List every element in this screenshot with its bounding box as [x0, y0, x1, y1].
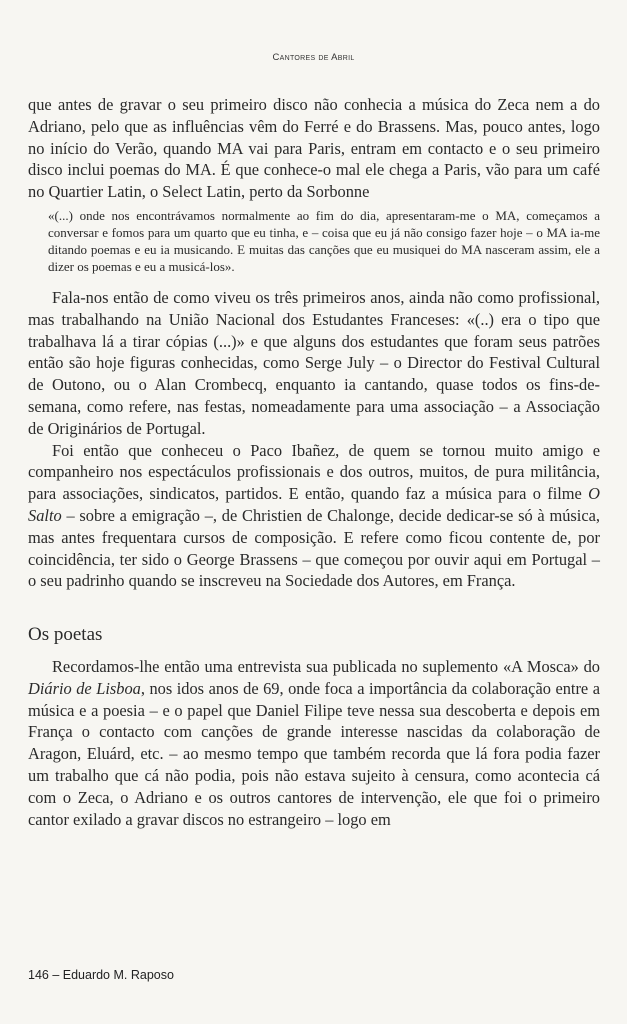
paragraph-3 [28, 440, 600, 593]
film-title: O Salto [28, 484, 600, 525]
paragraph-4 [28, 656, 600, 830]
paragraph-2: Fala-nos então de como viveu os três primeiros anos, ainda não como profissional, mas trabalhando na União Nacional dos Estudantes Franceses: «(..) era o tipo que trabalhava lá a tirar cópias (...)» e que alguns dos estudantes que foram seus patrões então são hoje figuras conhecidas, como Serge July – o Director do Festival Cultural de Outono, ou o Alan Crombecq, enquanto ia cantando, quase todos os fins-de-semana, como refere, nas festas, nomeadamente para uma associação – a Associação de Originários de Portugal. [28, 287, 600, 438]
page-body [28, 94, 600, 830]
paragraph-3-text-b: – sobre a emigração –, de Christien de Chalonge, decide dedicar-se só à música, mas antes frequentara cursos de composição. E refere como ficou contente de, por coincidência, ter sido o George Brassens – que começou por ouvir aqui em Portugal – o seu padrinho quando se inscreveu na Sociedade dos Autores, em França. [28, 505, 600, 591]
paragraph-1: que antes de gravar o seu primeiro disco não conhecia a música do Zeca nem a do Adriano, pelo que as influências vêm do Ferré e do Brassens. Mas, pouco antes, logo no início do Verão, quando MA vai para Paris, entram em contacto e o seu primeiro disco inclui poemas do MA. É que conhece-o mal ele chega a Paris, vão para um café no Quartier Latin, o Select Latin, perto da Sorbonne [28, 95, 600, 202]
section-heading: Os poetas [28, 624, 103, 646]
running-header: Cantores de Abril [272, 52, 355, 63]
newspaper-title: Diário de Lisboa [28, 678, 141, 698]
block-quote: «(...) onde nos encontrávamos normalmente ao fim do dia, apresentaram-me o MA, começamos a conversar e fomos para um quarto que eu tinha, e – coisa que eu já não consigo fazer hoje – o MA ia-me ditando poemas e eu ia musicando. E muitas das canções que eu musiquei do MA nasceram assim, ele a dizer os poemas e eu a musicá-los». [48, 207, 600, 274]
page-footer: 146 – Eduardo M. Raposo [28, 968, 174, 982]
paragraph-3-text-a: Foi então que conheceu o Paco Ibañez, de quem se tornou muito amigo e companheiro nos espectáculos profissionais e dos outros, muitos, de pura militância, para associações, sindicatos, partidos. E então, quando faz a música para o filme [28, 440, 600, 504]
paragraph-4-text-b: , nos idos anos de 69, onde foca a importância da colaboração entre a música e a poesia – e o papel que Daniel Filipe teve nessa sua descoberta e depois em França o contacto com canções de grande interesse nascidas da colaboração de Aragon, Eluárd, etc. – ao mesmo tempo que também recorda que lá fora podia fazer um trabalho que cá não podia, pois não estava sujeito à censura, como acontecia cá com o Zeca, o Adriano e os outros cantores de intervenção, ele que foi o primeiro cantor exilado a gravar discos no estrangeiro – logo em [28, 678, 600, 829]
paragraph-4-text-a: Recordamos-lhe então uma entrevista sua publicada no suplemento «A Mosca» do [52, 656, 600, 676]
